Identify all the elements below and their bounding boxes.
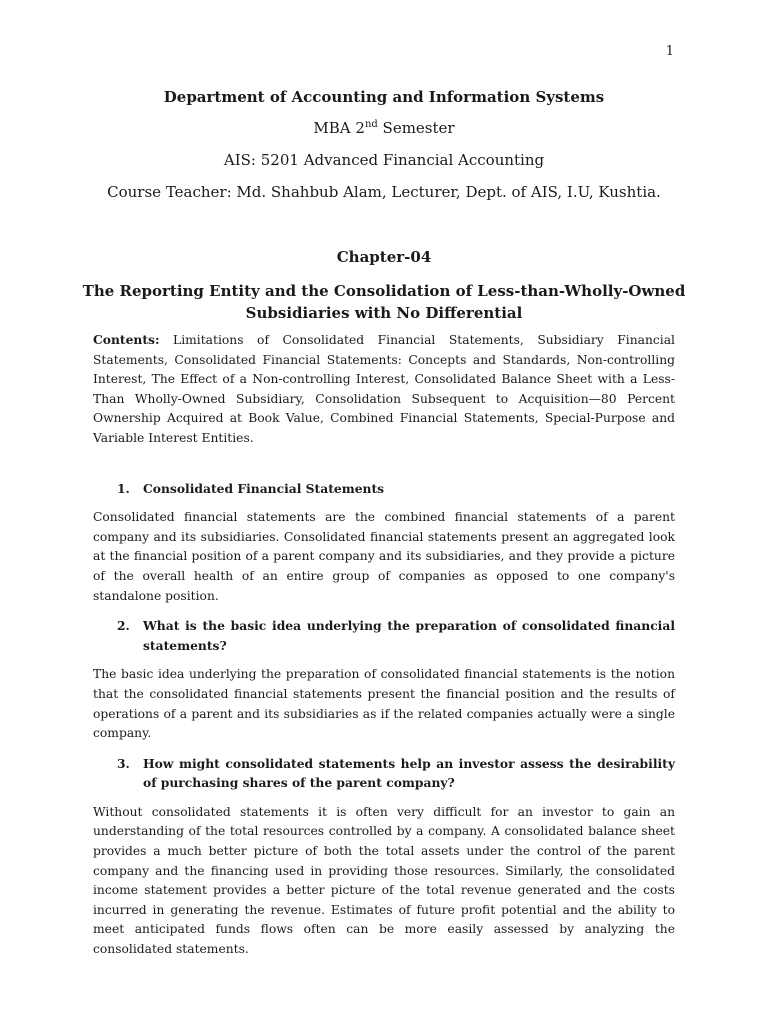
semester-suffix: Semester [377, 119, 455, 137]
semester-line [0, 119, 768, 137]
section-number: 3. [117, 755, 130, 771]
section-number: 2. [117, 618, 130, 634]
contents-label: Contents: [93, 332, 160, 347]
section-number: 1. [117, 480, 130, 496]
contents-paragraph [93, 330, 675, 449]
chapter-title: The Reporting Entity and the Consolidation of Less-than-Wholly-Owned Subsidiaries with No Differential [82, 282, 686, 322]
course-line: AIS: 5201 Advanced Financial Accounting [223, 151, 545, 169]
page-number: 1 [665, 44, 674, 59]
department-heading: Department of Accounting and Information Systems [163, 88, 605, 106]
semester-superscript: nd [364, 119, 378, 130]
section-heading [93, 616, 675, 655]
section-title: How might consolidated statements help an investor assess the desirability of purchasing shares of the parent company? [143, 755, 675, 791]
section-body: The basic idea underlying the preparation of consolidated financial statements is the notion that the consolidated financial statements present the financial position and the results of operations of a parent and its subsidiaries as if the related companies actually were a single company. [93, 667, 675, 741]
chapter-label: Chapter-04 [336, 248, 432, 266]
teacher-line: Course Teacher: Md. Shahbub Alam, Lecturer, Dept. of AIS, I.U, Kushtia. [107, 183, 661, 201]
section-title: What is the basic idea underlying the preparation of consolidated financial statements? [143, 618, 675, 653]
section-body: Without consolidated statements it is often very difficult for an investor to gain an understanding of the total resources controlled by a company. A consolidated balance sheet provides a much better picture of both the total assets under the control of the parent company and the financing used in providing those resources. Similarly, the consolidated income statement provides a better picture of the total revenue generated and the costs incurred in generating the revenue. Estimates of future profit potential and the ability to meet anticipated funds flows often can be more easily assessed by analyzing the consolidated statements. [93, 804, 675, 957]
semester-prefix: MBA 2 [313, 119, 365, 137]
document-body [93, 330, 675, 960]
section-heading [93, 479, 675, 499]
contents-text: Limitations of Consolidated Financial Statements, Subsidiary Financial Statements, Consolidated Financial Statements: Concepts and Standards, Non-controlling Interest, The Effect of a Non-controlling Interest, Consolidated Balance Sheet with a Less-Than Wholly-Owned Subsidiary, Consolidation Subsequent to Acquisition—80 Percent Ownership Acquired at Book Value, Combined Financial Statements, Special-Purpose and Variable Interest Entities. [93, 333, 675, 445]
section-heading [93, 754, 675, 793]
section-body: Consolidated financial statements are the combined financial statements of a parent company and its subsidiaries. Consolidated financial statements present an aggregated look at the financial position of a parent company and its subsidiaries, and they provide a picture of the overall health of an entire group of companies as opposed to one company's standalone position. [93, 510, 675, 603]
section-title: Consolidated Financial Statements [143, 480, 385, 496]
